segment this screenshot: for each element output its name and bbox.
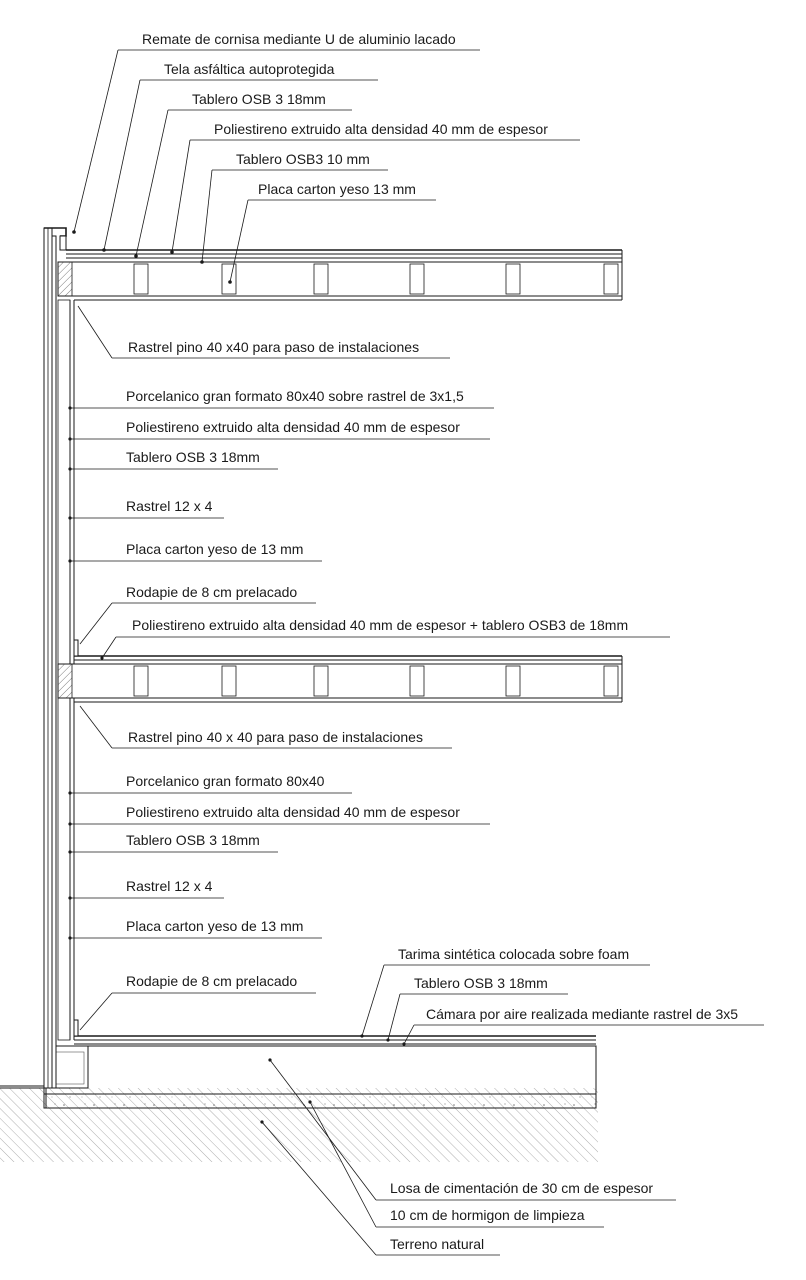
label-synthetic-decking: Tarima sintética colocada sobre foam: [398, 946, 630, 962]
label-roof-osb3: Tablero OSB3 10 mm: [236, 151, 370, 167]
floor-finish-labels: [362, 946, 764, 1044]
foundation-slab: [44, 1046, 596, 1094]
label-air-chamber: Cámara por aire realizada mediante rastrel de 3x5: [426, 1006, 739, 1022]
label-roof-membrane: Tela asfáltica autoprotegida: [164, 61, 335, 77]
label-batten-upper: Rastrel pino 40 x40 para paso de instalaciones: [128, 339, 420, 355]
label-plasterboard-ground: Placa carton yeso de 13 mm: [126, 918, 304, 934]
label-batten-12x4-upper: Rastrel 12 x 4: [126, 498, 213, 514]
label-roof-cornice: Remate de cornisa mediante U de aluminio lacado: [142, 31, 456, 47]
label-natural-ground: Terreno natural: [390, 1236, 485, 1252]
label-osb-upper: Tablero OSB 3 18mm: [126, 449, 260, 465]
label-skirting-upper: Rodapie de 8 cm prelacado: [126, 584, 298, 600]
roof-labels: [74, 31, 580, 282]
label-osb-floor: Tablero OSB 3 18mm: [414, 975, 548, 991]
label-roof-insulation: Poliestireno extruido alta densidad 40 mm de espesor: [214, 121, 548, 137]
label-roof-osb: Tablero OSB 3 18mm: [192, 91, 326, 107]
label-batten-12x4-ground: Rastrel 12 x 4: [126, 878, 213, 894]
label-insulation-upper: Poliestireno extruido alta densidad 40 mm de espesor: [126, 419, 460, 435]
label-blinding-concrete: 10 cm de hormigon de limpieza: [390, 1207, 585, 1223]
label-floor-insulation-osb: Poliestireno extruido alta densidad 40 mm de espesor + tablero OSB3 de 18mm: [132, 617, 629, 633]
label-porcelain-ground: Porcelanico gran formato 80x40: [126, 773, 325, 789]
label-plasterboard-upper: Placa carton yeso de 13 mm: [126, 541, 304, 557]
label-osb-ground: Tablero OSB 3 18mm: [126, 832, 260, 848]
label-foundation-slab: Losa de cimentación de 30 cm de espesor: [390, 1180, 654, 1196]
upper-floor-labels: [70, 306, 670, 658]
label-skirting-ground: Rodapie de 8 cm prelacado: [126, 973, 298, 989]
label-porcelain-upper: Porcelanico gran formato 80x40 sobre rastrel de 3x1,5: [126, 388, 464, 404]
label-insulation-ground: Poliestireno extruido alta densidad 40 mm de espesor: [126, 804, 460, 820]
label-batten-ground: Rastrel pino 40 x 40 para paso de instalaciones: [128, 729, 423, 745]
label-roof-plasterboard: Placa carton yeso 13 mm: [258, 181, 416, 197]
